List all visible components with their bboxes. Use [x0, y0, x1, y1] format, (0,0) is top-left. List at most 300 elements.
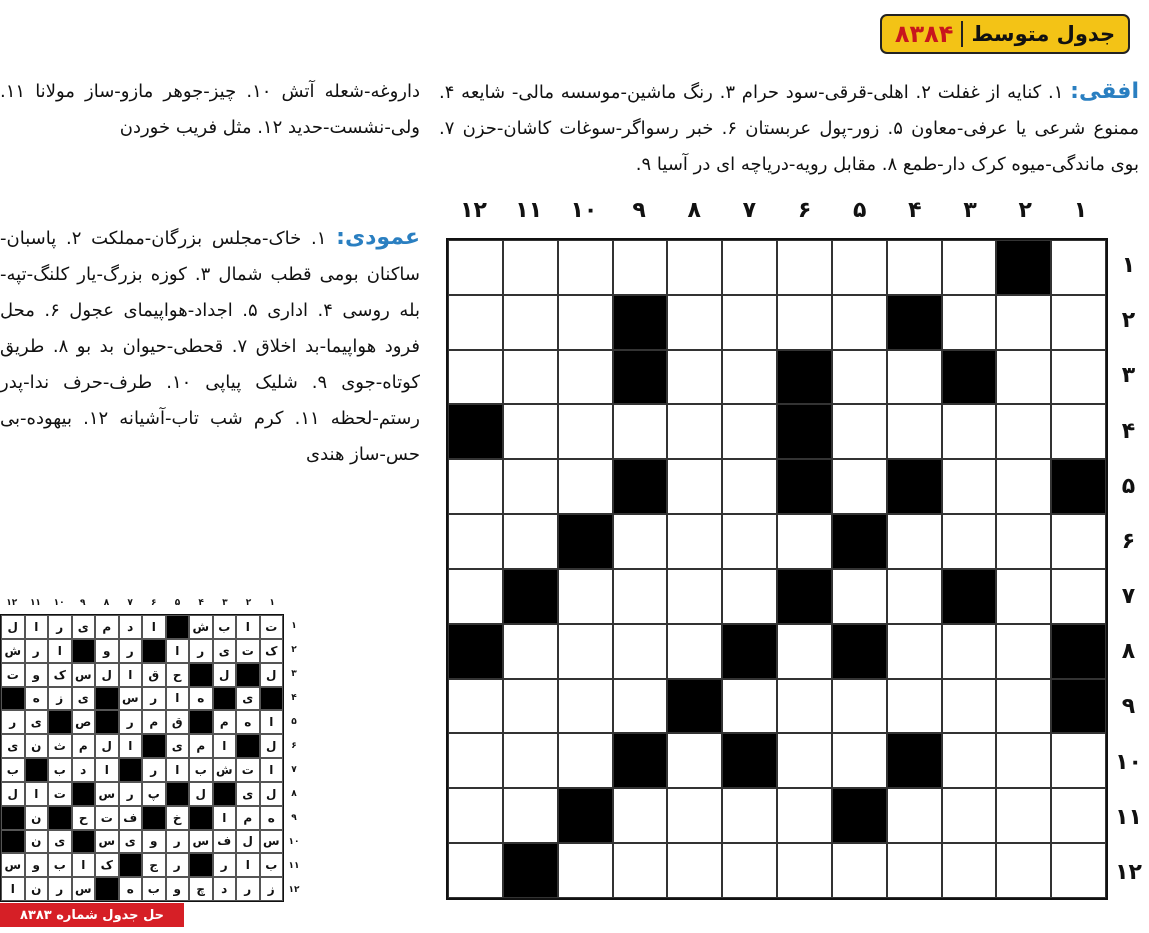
grid-cell[interactable] — [832, 459, 887, 514]
grid-cell[interactable] — [832, 733, 887, 788]
grid-cell[interactable] — [503, 459, 558, 514]
black-cell — [1051, 624, 1106, 679]
grid-cell[interactable] — [448, 514, 503, 569]
black-cell — [832, 624, 887, 679]
solution-cell: ر — [142, 687, 166, 711]
solution-cell: ق — [142, 663, 166, 687]
solution-row-number: ۹ — [291, 813, 297, 823]
black-cell — [613, 733, 668, 788]
solution-row-number: ۷ — [291, 765, 297, 775]
solution-black-cell — [189, 710, 213, 734]
column-number: ۱۱ — [515, 198, 543, 223]
solution-cell: خ — [166, 806, 190, 830]
solution-column-number: ۱۰ — [53, 598, 65, 608]
down-clues-text: ۱. خاک-مجلس بزرگان-مملکت ۲. پاسبان-ساکنان بومی قطب شمال ۳. کوزه بزرگ-یار کلنگ-تپه-بله روسی ۴. اداری ۵. اجداد-هواپیمای عجول ۶. محل فرود هواپیما-بد اخلاق ۷. قحطی-حیوان بد بو ۸. طریق کوتاه-جوی ۹. شلیک پیاپی ۱۰. طرف-حرف ندا-پدر رستم-لحظه ۱۱. کرم شب تاب-آشیانه ۱۲. بیهوده-بی حس-ساز هندی — [0, 228, 420, 465]
grid-cell[interactable] — [777, 733, 832, 788]
solution-column-number: ۵ — [174, 598, 181, 608]
solution-cell: س — [1, 853, 25, 877]
solution-cell: ر — [189, 639, 213, 663]
grid-cell[interactable] — [996, 295, 1051, 350]
grid-cell[interactable] — [613, 569, 668, 624]
grid-cell[interactable] — [503, 240, 558, 295]
grid-cell[interactable] — [667, 295, 722, 350]
row-number: ۲ — [1121, 308, 1136, 334]
solution-black-cell — [166, 782, 190, 806]
grid-cell[interactable] — [448, 679, 503, 734]
solution-black-cell — [189, 663, 213, 687]
solution-row-number: ۳ — [291, 669, 297, 679]
solution-cell: و — [166, 877, 190, 901]
down-heading: عمودی: — [336, 225, 420, 250]
black-cell — [942, 350, 997, 405]
column-number: ۴ — [908, 198, 922, 223]
grid-cell[interactable] — [996, 459, 1051, 514]
grid-cell[interactable] — [667, 404, 722, 459]
solution-black-cell — [236, 663, 260, 687]
solution-cell: ف — [213, 830, 237, 854]
solution-cell: د — [72, 758, 96, 782]
crossword-grid — [446, 238, 1108, 900]
solution-cell: ی — [213, 639, 237, 663]
grid-cell[interactable] — [613, 788, 668, 843]
grid-cell[interactable] — [448, 788, 503, 843]
grid-cell[interactable] — [722, 240, 777, 295]
grid-cell[interactable] — [667, 843, 722, 898]
row-number: ۱۲ — [1115, 859, 1142, 885]
grid-cell[interactable] — [942, 843, 997, 898]
solution-cell: چ — [189, 877, 213, 901]
solution-column-number: ۷ — [127, 598, 133, 608]
grid-cell[interactable] — [832, 240, 887, 295]
solution-row-number: ۶ — [291, 741, 297, 751]
solution-column-numbers — [0, 598, 284, 612]
grid-cell[interactable] — [558, 624, 613, 679]
grid-cell[interactable] — [503, 679, 558, 734]
grid-cell[interactable] — [777, 624, 832, 679]
solution-cell: د — [119, 615, 143, 639]
grid-cell[interactable] — [722, 843, 777, 898]
solution-cell: ا — [236, 615, 260, 639]
solution-cell: ش — [1, 639, 25, 663]
solution-row-number: ۱۱ — [288, 861, 300, 871]
solution-cell: ه — [189, 687, 213, 711]
black-cell — [613, 459, 668, 514]
solution-cell: ق — [166, 710, 190, 734]
solution-cell: ی — [236, 687, 260, 711]
grid-cell[interactable] — [448, 843, 503, 898]
solution-black-cell — [189, 806, 213, 830]
grid-cell[interactable] — [503, 733, 558, 788]
grid-cell[interactable] — [1051, 295, 1106, 350]
solution-black-cell — [1, 687, 25, 711]
grid-cell[interactable] — [722, 404, 777, 459]
grid-cell[interactable] — [996, 404, 1051, 459]
solution-column-number: ۱ — [269, 598, 275, 608]
grid-cell[interactable] — [722, 679, 777, 734]
solution-cell: ا — [213, 734, 237, 758]
solution-row-number: ۸ — [291, 789, 297, 799]
grid-cell[interactable] — [942, 679, 997, 734]
grid-cell[interactable] — [722, 514, 777, 569]
solution-cell: ث — [48, 734, 72, 758]
row-number: ۸ — [1121, 639, 1136, 665]
solution-black-cell — [236, 734, 260, 758]
row-number: ۱ — [1121, 253, 1136, 279]
solution-cell: ر — [25, 639, 49, 663]
across-heading: افقی: — [1070, 79, 1139, 104]
solution-black-cell — [142, 734, 166, 758]
black-cell — [558, 788, 613, 843]
solution-row-number: ۲ — [291, 645, 297, 655]
grid-cell[interactable] — [667, 240, 722, 295]
across-clues-continued: داروغه-شعله آتش ۱۰. چیز-جوهر مازو-ساز مولانا ۱۱. ولی-نشست-حدید ۱۲. مثل فریب خوردن — [0, 81, 420, 138]
solution-cell: ج — [142, 853, 166, 877]
grid-row-numbers — [1108, 238, 1149, 900]
grid-cell[interactable] — [996, 514, 1051, 569]
grid-cell[interactable] — [558, 404, 613, 459]
grid-cell[interactable] — [996, 569, 1051, 624]
solution-column-number: ۹ — [80, 598, 86, 608]
grid-cell[interactable] — [777, 514, 832, 569]
grid-cell[interactable] — [942, 404, 997, 459]
grid-cell[interactable] — [613, 240, 668, 295]
grid-cell[interactable] — [832, 843, 887, 898]
grid-cell[interactable] — [503, 295, 558, 350]
black-cell — [448, 624, 503, 679]
grid-cell[interactable] — [1051, 350, 1106, 405]
solution-cell: ن — [25, 830, 49, 854]
solution-black-cell — [72, 782, 96, 806]
solution-black-cell — [119, 853, 143, 877]
solution-cell: م — [72, 734, 96, 758]
solution-cell: ر — [1, 710, 25, 734]
grid-cell[interactable] — [448, 240, 503, 295]
grid-cell[interactable] — [558, 679, 613, 734]
solution-cell: ا — [25, 782, 49, 806]
grid-cell[interactable] — [667, 350, 722, 405]
title-divider — [961, 21, 963, 47]
grid-cell[interactable] — [996, 843, 1051, 898]
grid-cell[interactable] — [667, 514, 722, 569]
column-number: ۶ — [797, 198, 812, 223]
grid-cell[interactable] — [887, 240, 942, 295]
solution-cell: ب — [213, 615, 237, 639]
solution-cell: س — [95, 782, 119, 806]
row-number: ۳ — [1121, 363, 1136, 389]
black-cell — [1051, 459, 1106, 514]
grid-cell[interactable] — [558, 459, 613, 514]
solution-cell: ل — [189, 782, 213, 806]
solution-cell: ل — [213, 663, 237, 687]
solution-black-cell — [189, 853, 213, 877]
grid-cell[interactable] — [558, 569, 613, 624]
solution-cell: ت — [236, 758, 260, 782]
black-cell — [1051, 679, 1106, 734]
solution-cell: ل — [95, 663, 119, 687]
solution-black-cell — [142, 639, 166, 663]
solution-cell: و — [25, 853, 49, 877]
solution-black-cell — [142, 806, 166, 830]
solution-cell: ش — [213, 758, 237, 782]
solution-cell: ر — [166, 853, 190, 877]
black-cell — [942, 569, 997, 624]
grid-cell[interactable] — [777, 679, 832, 734]
solution-cell: ر — [119, 710, 143, 734]
solution-cell: ن — [25, 877, 49, 901]
black-cell — [722, 624, 777, 679]
solution-cell: ت — [48, 782, 72, 806]
grid-cell[interactable] — [777, 240, 832, 295]
solution-black-cell — [72, 639, 96, 663]
solution-cell: ه — [236, 710, 260, 734]
grid-cell[interactable] — [667, 733, 722, 788]
grid-cell[interactable] — [667, 459, 722, 514]
solution-cell: ی — [119, 830, 143, 854]
solution-cell: ل — [260, 663, 284, 687]
grid-cell[interactable] — [942, 459, 997, 514]
grid-cell[interactable] — [887, 788, 942, 843]
solution-cell: ی — [166, 734, 190, 758]
black-cell — [777, 459, 832, 514]
solution-cell: ز — [48, 687, 72, 711]
solution-column-number: ۸ — [103, 598, 110, 608]
grid-cell[interactable] — [1051, 733, 1106, 788]
solution-cell: ش — [189, 615, 213, 639]
across-clues-text: ۱. کنایه از غفلت ۲. اهلی-قرقی-سود حرام ۳. رنگ ماشین-موسسه مالی- شایعه ۴. ممنوع شرعی یا عرفی-معاون ۵. زور-پول عربستان ۶. خبر رسواگر-سوغات کاشان-حزن ۷. بوی ماندگی-میوه کرک دار-طمع ۸. مقابل رویه-دریاچه ای در آسیا ۹. — [439, 82, 1139, 175]
solution-cell: ت — [1, 663, 25, 687]
grid-cell[interactable] — [887, 514, 942, 569]
solution-cell: د — [213, 877, 237, 901]
black-cell — [503, 843, 558, 898]
column-number: ۹ — [632, 198, 646, 223]
solution-cell: ب — [260, 853, 284, 877]
grid-cell[interactable] — [722, 788, 777, 843]
grid-cell[interactable] — [942, 514, 997, 569]
grid-cell[interactable] — [887, 569, 942, 624]
solution-black-cell — [1, 830, 25, 854]
solution-cell: م — [142, 710, 166, 734]
grid-cell[interactable] — [777, 843, 832, 898]
grid-cell[interactable] — [1051, 788, 1106, 843]
solution-cell: ا — [142, 615, 166, 639]
row-number: ۴ — [1121, 418, 1136, 444]
grid-cell[interactable] — [942, 295, 997, 350]
grid-cell[interactable] — [942, 788, 997, 843]
solution-cell: ک — [260, 639, 284, 663]
grid-cell[interactable] — [613, 404, 668, 459]
solution-cell: س — [260, 830, 284, 854]
grid-cell[interactable] — [942, 240, 997, 295]
grid-cell[interactable] — [832, 679, 887, 734]
grid-cell[interactable] — [448, 350, 503, 405]
column-number: ۸ — [687, 198, 701, 223]
grid-cell[interactable] — [613, 679, 668, 734]
grid-cell[interactable] — [1051, 569, 1106, 624]
grid-cell[interactable] — [667, 624, 722, 679]
grid-cell[interactable] — [1051, 404, 1106, 459]
solution-cell: ل — [260, 734, 284, 758]
solution-cell: ل — [1, 782, 25, 806]
solution-cell: ر — [119, 639, 143, 663]
grid-cell[interactable] — [667, 788, 722, 843]
grid-cell[interactable] — [667, 569, 722, 624]
grid-cell[interactable] — [448, 459, 503, 514]
puzzle-number: ۸۳۸۴ — [894, 20, 954, 48]
solution-cell: م — [213, 710, 237, 734]
grid-cell[interactable] — [996, 788, 1051, 843]
puzzle-title: جدول متوسط — [971, 22, 1116, 46]
solution-cell: ر — [213, 853, 237, 877]
grid-cell[interactable] — [722, 459, 777, 514]
grid-cell[interactable] — [503, 350, 558, 405]
grid-cell[interactable] — [996, 679, 1051, 734]
solution-cell: ی — [1, 734, 25, 758]
grid-cell[interactable] — [832, 569, 887, 624]
grid-cell[interactable] — [558, 295, 613, 350]
grid-cell[interactable] — [448, 295, 503, 350]
grid-cell[interactable] — [887, 679, 942, 734]
solution-cell: م — [189, 734, 213, 758]
grid-cell[interactable] — [1051, 843, 1106, 898]
black-cell — [887, 295, 942, 350]
puzzle-title-badge — [880, 14, 1130, 54]
solution-cell: ه — [260, 806, 284, 830]
row-number: ۹ — [1121, 694, 1136, 720]
grid-cell[interactable] — [558, 843, 613, 898]
grid-cell[interactable] — [832, 350, 887, 405]
solution-cell: ی — [72, 687, 96, 711]
grid-cell[interactable] — [558, 350, 613, 405]
solution-black-cell — [95, 687, 119, 711]
solution-cell: ا — [260, 710, 284, 734]
solution-cell: ا — [213, 806, 237, 830]
solution-black-cell — [166, 615, 190, 639]
black-cell — [613, 350, 668, 405]
solution-cell: ا — [119, 663, 143, 687]
solution-cell: ا — [95, 758, 119, 782]
grid-cell[interactable] — [613, 514, 668, 569]
grid-cell[interactable] — [613, 843, 668, 898]
solution-cell: ی — [236, 782, 260, 806]
solution-column-number: ۳ — [222, 598, 228, 608]
grid-cell[interactable] — [996, 350, 1051, 405]
black-cell — [777, 569, 832, 624]
row-number: ۷ — [1121, 584, 1136, 610]
grid-cell[interactable] — [996, 624, 1051, 679]
grid-cell[interactable] — [558, 733, 613, 788]
solution-cell: س — [189, 830, 213, 854]
column-number: ۷ — [742, 198, 757, 223]
solution-cell: ی — [72, 615, 96, 639]
solution-cell: ت — [95, 806, 119, 830]
solution-black-cell — [119, 758, 143, 782]
grid-cell[interactable] — [558, 240, 613, 295]
grid-cell[interactable] — [832, 404, 887, 459]
solution-cell: ب — [48, 853, 72, 877]
row-number: ۶ — [1121, 528, 1136, 554]
grid-cell[interactable] — [942, 624, 997, 679]
grid-cell[interactable] — [503, 788, 558, 843]
black-cell — [832, 788, 887, 843]
solution-row-number: ۱۰ — [288, 837, 300, 847]
grid-cell[interactable] — [777, 295, 832, 350]
solution-cell: ح — [166, 663, 190, 687]
solution-cell: ر — [236, 877, 260, 901]
grid-cell[interactable] — [722, 295, 777, 350]
grid-cell[interactable] — [722, 350, 777, 405]
grid-cell[interactable] — [503, 404, 558, 459]
grid-cell[interactable] — [503, 624, 558, 679]
solution-cell: پ — [142, 782, 166, 806]
grid-cell[interactable] — [777, 788, 832, 843]
solution-label: حل جدول شماره ۸۳۸۳ — [0, 903, 184, 927]
solution-row-number: ۵ — [291, 717, 297, 727]
grid-cell[interactable] — [448, 733, 503, 788]
grid-cell[interactable] — [996, 733, 1051, 788]
solution-cell: ر — [48, 877, 72, 901]
black-cell — [667, 679, 722, 734]
solution-cell: ر — [166, 830, 190, 854]
solution-cell: ب — [142, 877, 166, 901]
solution-row-numbers — [286, 614, 302, 902]
solution-row-number: ۱۲ — [288, 885, 300, 895]
solution-cell: س — [119, 687, 143, 711]
solution-cell: ا — [166, 639, 190, 663]
solution-cell: ک — [95, 853, 119, 877]
black-cell — [722, 733, 777, 788]
grid-cell[interactable] — [942, 733, 997, 788]
grid-cell[interactable] — [887, 404, 942, 459]
column-number: ۲ — [1018, 198, 1032, 223]
grid-cell[interactable] — [887, 843, 942, 898]
solution-cell: ی — [25, 710, 49, 734]
grid-cell[interactable] — [1051, 240, 1106, 295]
solution-cell: ص — [72, 710, 96, 734]
solution-row-number: ۱ — [291, 621, 297, 631]
grid-cell[interactable] — [887, 624, 942, 679]
solution-black-cell — [48, 806, 72, 830]
solution-cell: ا — [25, 615, 49, 639]
grid-cell[interactable] — [1051, 514, 1106, 569]
solution-cell: ب — [1, 758, 25, 782]
black-cell — [777, 404, 832, 459]
grid-cell[interactable] — [448, 569, 503, 624]
solution-column-number: ۶ — [151, 598, 157, 608]
solution-cell: ا — [119, 734, 143, 758]
solution-black-cell — [95, 710, 119, 734]
solution-black-cell — [1, 806, 25, 830]
grid-cell[interactable] — [613, 624, 668, 679]
solution-cell: ی — [48, 830, 72, 854]
solution-cell: ب — [48, 758, 72, 782]
grid-cell[interactable] — [503, 514, 558, 569]
solution-black-cell — [48, 710, 72, 734]
grid-cell[interactable] — [832, 295, 887, 350]
solution-cell: ا — [260, 758, 284, 782]
solution-cell: ا — [166, 687, 190, 711]
grid-cell[interactable] — [722, 569, 777, 624]
column-number: ۱۲ — [460, 198, 487, 223]
solution-cell: ه — [119, 877, 143, 901]
solution-black-cell — [213, 782, 237, 806]
grid-cell[interactable] — [887, 350, 942, 405]
down-clues — [0, 220, 420, 473]
solution-cell: و — [95, 639, 119, 663]
solution-black-cell — [260, 687, 284, 711]
grid-column-numbers — [446, 198, 1108, 228]
solution-cell: م — [95, 615, 119, 639]
across-clues — [439, 74, 1139, 183]
